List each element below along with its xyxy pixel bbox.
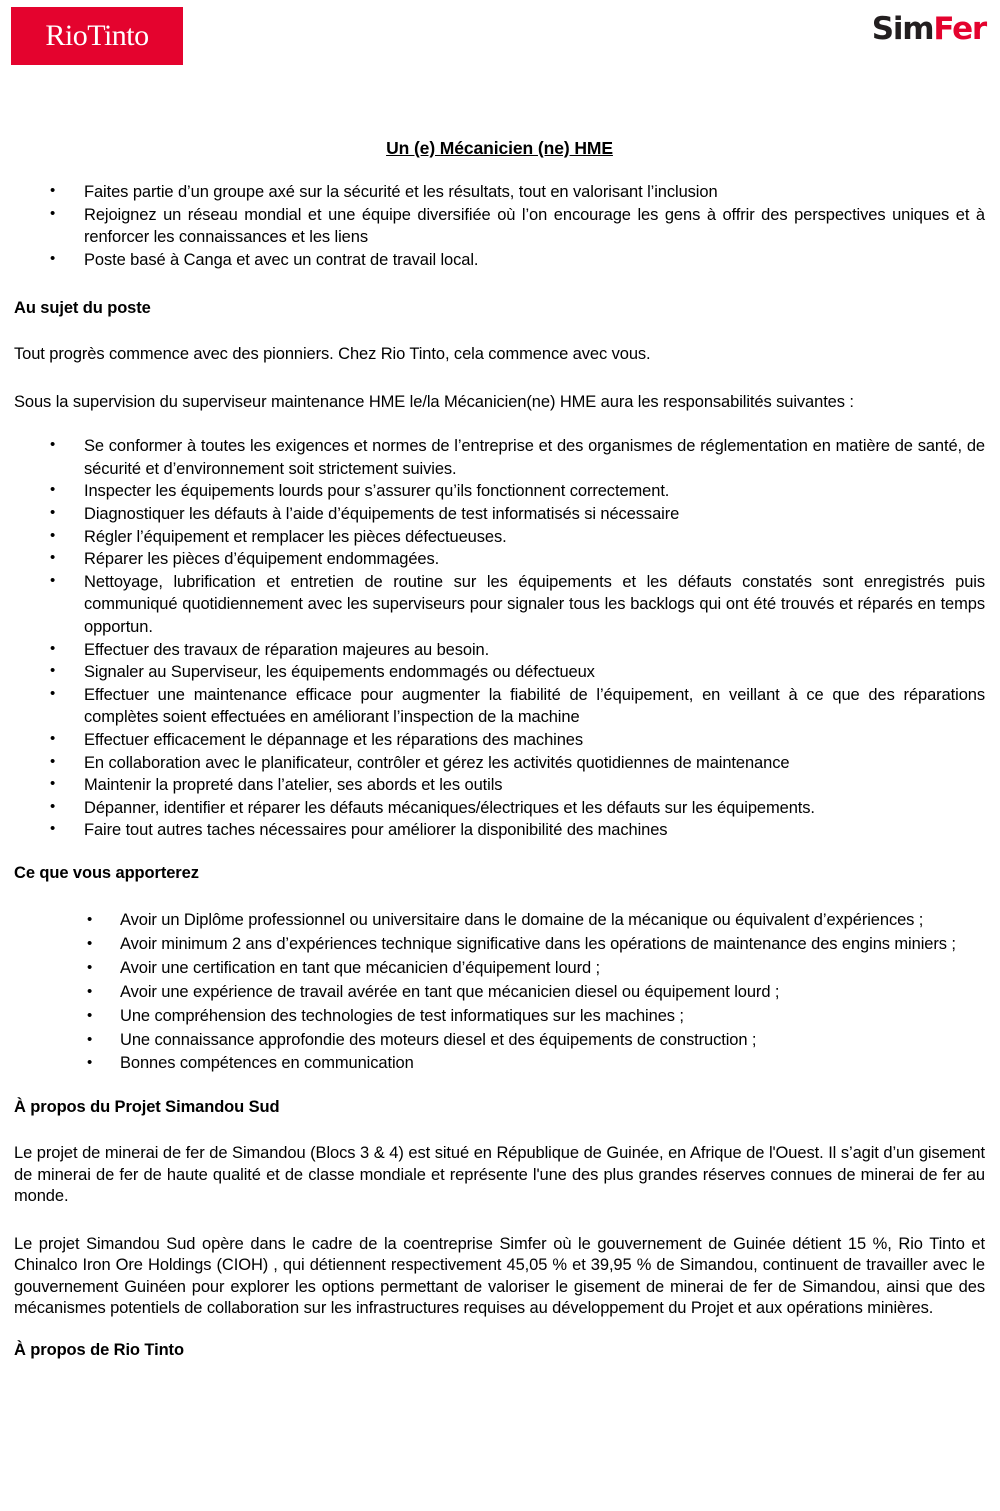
heading-a-propos-du-projet-simandou-sud: À propos du Projet Simandou Sud [14, 1098, 280, 1117]
about-project-paragraph-2: Le projet Simandou Sud opère dans le cadre de la coentreprise Simfer où le gouvernement de Guinée détient 15 %, Rio Tinto et Chinalco Iron Ore Holdings (CIOH) , qui détiennent respectivement 45,05 % et 39,95 % de Simandou, continuent de travailler avec le gouvernement Guinéen pour explorer les options permettant de valoriser le gisement de minerai de fer de Simandou, ainsi que des mécanismes potentiels de collaboration sur les infrastructures requises au développement du Projet et aux opérations minières. [14, 1234, 985, 1318]
list-item: • Dépanner, identifier et réparer les défauts mécaniques/électriques et les défauts sur les équipements. [14, 797, 985, 820]
list-item: • Effectuer efficacement le dépannage et les réparations des machines [14, 729, 985, 752]
list-item: • Bonnes compétences en communication [14, 1052, 985, 1076]
list-item: • Réparer les pièces d’équipement endommagées. [14, 548, 985, 571]
document-header [0, 0, 1000, 82]
list-item: • Inspecter les équipements lourds pour s’assurer qu’ils fonctionnent correctement. [14, 480, 985, 503]
list-item: • Avoir une certification en tant que mécanicien d’équipement lourd ; [14, 957, 985, 981]
heading-a-propos-de-rio-tinto: À propos de Rio Tinto [14, 1341, 184, 1360]
intro-bullet-list [14, 181, 985, 271]
list-item: • Effectuer des travaux de réparation majeures au besoin. [14, 639, 985, 662]
qualifications-list [14, 909, 985, 1076]
list-item: • En collaboration avec le planificateur, contrôler et gérez les activités quotidiennes de maintenance [14, 752, 985, 775]
list-item: • Faites partie d’un groupe axé sur la sécurité et les résultats, tout en valorisant l’inclusion [14, 181, 985, 204]
about-role-paragraph-1: Tout progrès commence avec des pionniers. Chez Rio Tinto, cela commence avec vous. [14, 345, 651, 364]
document-content [0, 138, 1000, 1360]
riotinto-logo-text: RioTinto [45, 19, 149, 52]
simfer-logo-fer: Fer [933, 11, 986, 47]
simfer-logo-sim: Sim [871, 11, 934, 47]
list-item: • Diagnostiquer les défauts à l’aide d’équipements de test informatisés si nécessaire [14, 503, 985, 526]
list-item: • Signaler au Superviseur, les équipements endommagés ou défectueux [14, 661, 985, 684]
list-item: • Faire tout autres taches nécessaires pour améliorer la disponibilité des machines [14, 819, 985, 842]
list-item: • Rejoignez un réseau mondial et une équipe diversifiée où l’on encourage les gens à offrir des perspectives uniques et à renforcer les connaissances et les liens [14, 204, 985, 249]
about-role-paragraph-2: Sous la supervision du superviseur maintenance HME le/la Mécanicien(ne) HME aura les responsabilités suivantes : [14, 392, 854, 411]
list-item: • Une connaissance approfondie des moteurs diesel et des équipements de construction ; [14, 1029, 985, 1053]
list-item: • Effectuer une maintenance efficace pour augmenter la fiabilité de l’équipement, en veillant à ce que des réparations complètes soient effectuées en améliorant l’inspection de la machine [14, 684, 985, 729]
list-item: • Maintenir la propreté dans l’atelier, ses abords et les outils [14, 774, 985, 797]
list-item: • Se conformer à toutes les exigences et normes de l’entreprise et des organismes de réglementation en matière de santé, de sécurité et d’environnement soit strictement suivies. [14, 435, 985, 480]
list-item: • Régler l’équipement et remplacer les pièces défectueuses. [14, 526, 985, 549]
responsibilities-list [14, 435, 985, 842]
list-item: • Poste basé à Canga et avec un contrat de travail local. [14, 249, 985, 272]
list-item: • Avoir une expérience de travail avérée en tant que mécanicien diesel ou équipement lourd ; [14, 981, 985, 1005]
heading-au-sujet-du-poste: Au sujet du poste [14, 299, 151, 318]
simfer-logo [871, 11, 986, 47]
list-item: • Avoir minimum 2 ans d’expériences technique significative dans les opérations de maintenance des engins miniers ; [14, 933, 985, 957]
riotinto-logo [11, 7, 183, 65]
about-project-paragraph-1: Le projet de minerai de fer de Simandou (Blocs 3 & 4) est situé en République de Guinée, en Afrique de l'Ouest. Il s’agit d’un gisement de minerai de fer de haute qualité et de classe mondiale et représente l'une des plus grandes réserves connues de minerai de fer au monde. [14, 1144, 985, 1206]
list-item: • Une compréhension des technologies de test informatiques sur les machines ; [14, 1005, 985, 1029]
list-item: • Avoir un Diplôme professionnel ou universitaire dans le domaine de la mécanique ou équivalent d’expériences ; [14, 909, 985, 933]
heading-ce-que-vous-apporterez: Ce que vous apporterez [14, 863, 199, 882]
list-item: • Nettoyage, lubrification et entretien de routine sur les équipements et les défauts constatés sont enregistrés puis communiqué quotidiennement avec les superviseurs pour signaler tous les backlogs qui ont été trouvés et réparés en temps opportun. [14, 571, 985, 639]
job-title: Un (e) Mécanicien (ne) HME [386, 138, 613, 158]
